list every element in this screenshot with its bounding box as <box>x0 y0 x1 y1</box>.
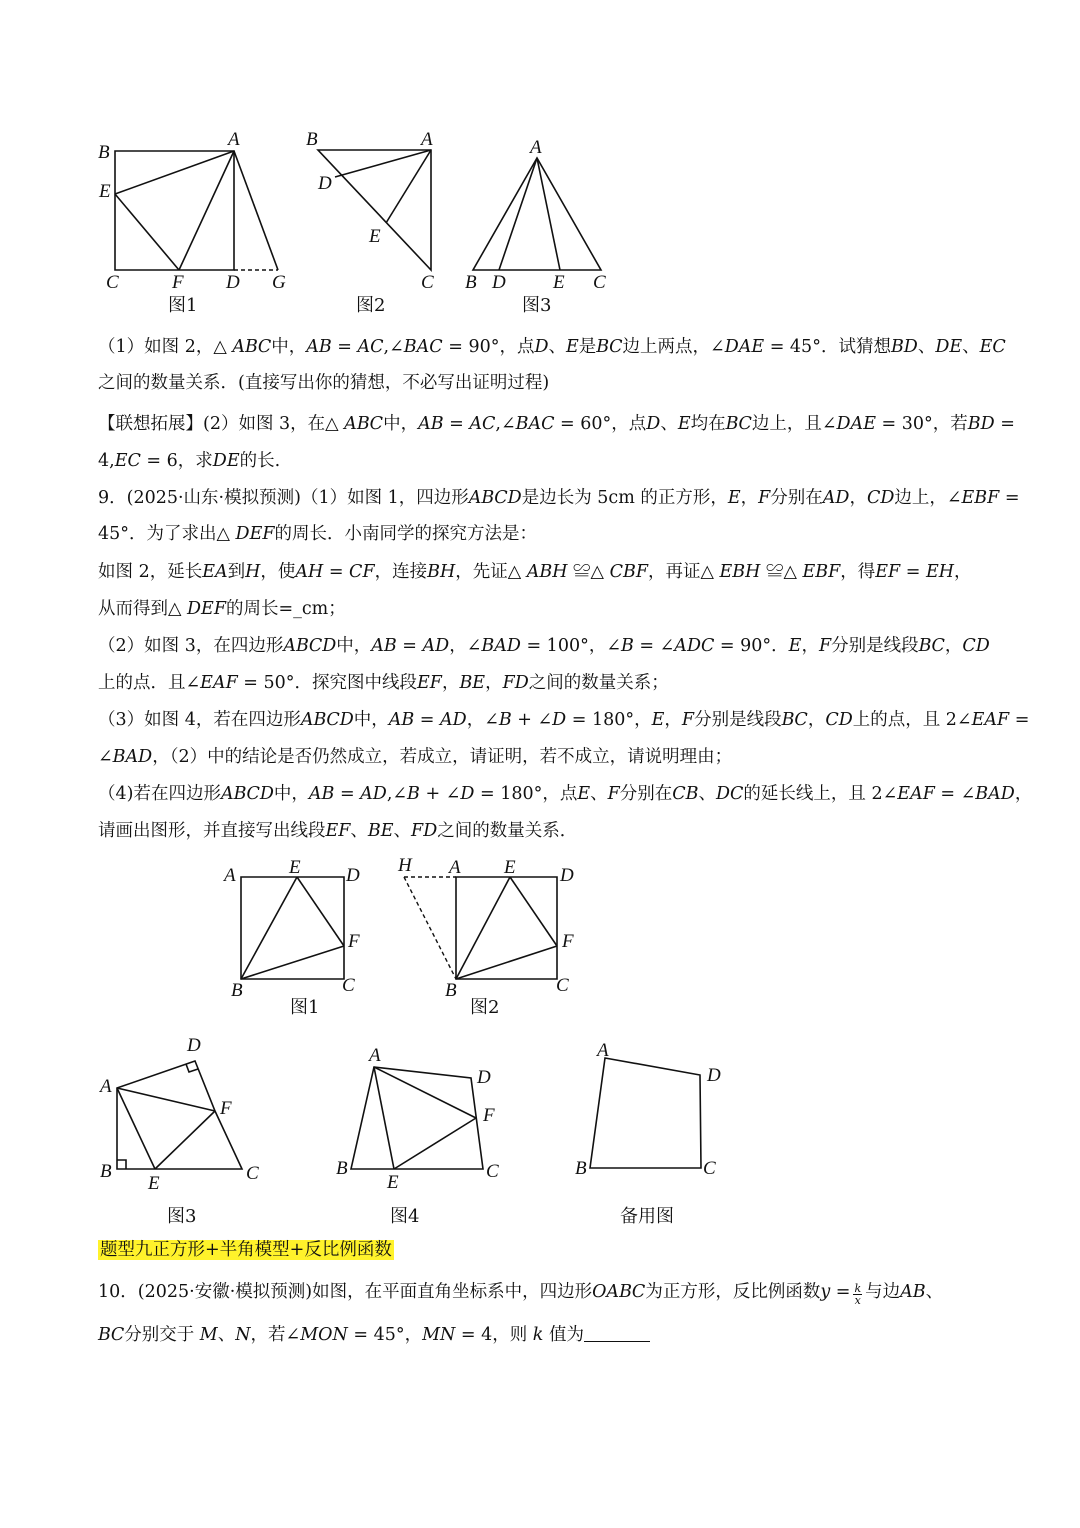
label-c: C <box>593 272 606 293</box>
p10-line1 <box>98 1280 988 1306</box>
label-a: A <box>100 1076 112 1097</box>
label-e: E <box>99 181 111 202</box>
square-abcd <box>456 877 557 979</box>
p8-q1-line1: （1）如图 2，△ 𝐴𝐵𝐶中，𝐴𝐵 = 𝐴𝐶,∠𝐵𝐴𝐶 = 90°，点𝐷、𝐸是𝐵𝐶边上两点，∠𝐷𝐴𝐸 = 45°．试猜想𝐵𝐷、𝐷𝐸、𝐸𝐶 <box>98 337 1006 357</box>
p9-line9: （4)若在四边形𝐴𝐵𝐶𝐷中，𝐴𝐵 = 𝐴𝐷,∠𝐵 + ∠𝐷 = 180°，点𝐸、𝐹分别在𝐶𝐵、𝐷𝐶的延长线上，且 2∠𝐸𝐴𝐹 = ∠𝐵𝐴𝐷， <box>98 784 1033 804</box>
bottom-figure-4 <box>330 1030 510 1235</box>
p9-line7: （3）如图 4，若在四边形𝐴𝐵𝐶𝐷中，𝐴𝐵 = 𝐴𝐷，∠𝐵 + ∠𝐷 = 180°，𝐸，𝐹分别是线段𝐵𝐶，𝐶𝐷上的点，且 2∠𝐸𝐴𝐹 = <box>98 710 1030 730</box>
p9-line3: 如图 2，延长𝐸𝐴到𝐻，使𝐴𝐻 = 𝐶𝐹，连接𝐵𝐻，先证△ 𝐴𝐵𝐻 ≌△ 𝐶𝐵𝐹，再证△ 𝐸𝐵𝐻 ≌△ 𝐸𝐵𝐹，得𝐸𝐹 = 𝐸𝐻， <box>98 562 972 582</box>
mid-figure-1 <box>220 855 380 1025</box>
label-a: A <box>449 857 461 878</box>
label-e: E <box>504 857 516 878</box>
label-a: A <box>228 129 240 150</box>
p9-line2: 45°．为了求出△ 𝐷𝐸𝐹的周长．小南同学的探究方法是： <box>98 524 537 544</box>
section-title <box>98 1238 988 1262</box>
p10-line2-text: 𝐵𝐶分别交于 𝑀、𝑁，若∠𝑀𝑂𝑁 = 45°，𝑀𝑁 = 4，则 𝑘 值为 <box>98 1325 584 1345</box>
p8-q1-line2: 之间的数量关系．(直接写出你的猜想，不必写出证明过程) <box>98 373 550 393</box>
label-d: D <box>226 272 240 293</box>
label-b: B <box>231 980 243 1001</box>
label-g: G <box>272 272 286 293</box>
label-d: D <box>318 173 332 194</box>
quad-abcd <box>590 1058 701 1168</box>
label-b: B <box>306 129 318 150</box>
label-b: B <box>445 980 457 1001</box>
label-f: F <box>562 931 574 952</box>
label-a: A <box>421 129 433 150</box>
p9-line1: 9．(2025·山东·模拟预测)（1）如图 1，四边形𝐴𝐵𝐶𝐷是边长为 5cm 的正方形，𝐸，𝐹分别在𝐴𝐷，𝐶𝐷边上，∠𝐸𝐵𝐹 = <box>98 488 1020 508</box>
label-c: C <box>246 1163 259 1184</box>
caption-spare: 备用图 <box>620 1206 674 1227</box>
label-e: E <box>553 272 565 293</box>
label-b: B <box>465 272 477 293</box>
label-f: F <box>483 1105 495 1126</box>
top-figure-1 <box>95 125 295 320</box>
quad-abcd <box>351 1067 483 1169</box>
p9-line4: 从而得到△ 𝐷𝐸𝐹的周长=_cm； <box>98 599 346 619</box>
label-f: F <box>220 1098 232 1119</box>
label-f: F <box>172 272 184 293</box>
caption-fig1: 图1 <box>168 295 198 316</box>
caption-fig1: 图1 <box>290 997 320 1018</box>
p8-q2-line1: 【联想拓展】(2）如图 3，在△ 𝐴𝐵𝐶中，𝐴𝐵 = 𝐴𝐶,∠𝐵𝐴𝐶 = 60°，点𝐷、𝐸均在𝐵𝐶边上，且∠𝐷𝐴𝐸 = 30°，若𝐵𝐷 = <box>98 414 1015 434</box>
p10-line1-a: 10．(2025·安徽·模拟预测)如图，在平面直角坐标系中，四边形𝑂𝐴𝐵𝐶为正方形，反比例函数𝑦 = <box>98 1282 851 1302</box>
fraction-denominator: x <box>854 1294 861 1307</box>
label-d: D <box>707 1065 721 1086</box>
square-abcd <box>241 877 344 979</box>
label-d: D <box>560 865 574 886</box>
p10-line2 <box>98 1323 988 1347</box>
caption-fig2: 图2 <box>356 295 386 316</box>
label-b: B <box>98 142 110 163</box>
p9-line6: 上的点．且∠𝐸𝐴𝐹 = 50°．探究图中线段𝐸𝐹，𝐵𝐸，𝐹𝐷之间的数量关系； <box>98 673 669 693</box>
label-e: E <box>289 857 301 878</box>
label-d: D <box>346 865 360 886</box>
p9-line10: 请画出图形，并直接写出线段𝐸𝐹、𝐵𝐸、𝐹𝐷之间的数量关系． <box>98 821 578 841</box>
p9-line8: ∠𝐵𝐴𝐷，（2）中的结论是否仍然成立，若成立，请证明，若不成立，请说明理由； <box>98 747 733 767</box>
label-d: D <box>492 272 506 293</box>
label-e: E <box>387 1172 399 1193</box>
label-b: B <box>100 1161 112 1182</box>
caption-fig3: 图3 <box>167 1206 197 1227</box>
label-d: D <box>187 1035 201 1056</box>
triangle-abc <box>318 150 431 270</box>
answer-blank[interactable] <box>584 1325 650 1342</box>
fraction-numerator: k <box>854 1282 862 1295</box>
label-c: C <box>703 1158 716 1179</box>
top-figure-2 <box>300 125 450 320</box>
label-e: E <box>369 226 381 247</box>
caption-fig3: 图3 <box>522 295 552 316</box>
label-a: A <box>530 137 542 158</box>
mid-figure-2 <box>390 855 590 1025</box>
label-a: A <box>224 865 236 886</box>
label-e: E <box>148 1173 160 1194</box>
label-h: H <box>398 855 412 876</box>
label-a: A <box>369 1045 381 1066</box>
section-title-text: 题型九正方形+半角模型+反比例函数 <box>100 1240 392 1260</box>
label-c: C <box>556 975 569 996</box>
p10-line1-b: 与边𝐴𝐵、 <box>865 1282 944 1302</box>
label-c: C <box>421 272 434 293</box>
label-b: B <box>575 1158 587 1179</box>
label-d: D <box>477 1067 491 1088</box>
label-b: B <box>336 1158 348 1179</box>
label-c: C <box>342 975 355 996</box>
p9-line5: （2）如图 3，在四边形𝐴𝐵𝐶𝐷中，𝐴𝐵 = 𝐴𝐷，∠𝐵𝐴𝐷 = 100°，∠𝐵 = ∠𝐴𝐷𝐶 = 90°．𝐸，𝐹分别是线段𝐵𝐶，𝐶𝐷 <box>98 636 990 656</box>
caption-fig4: 图4 <box>390 1206 420 1227</box>
bottom-figure-spare <box>565 1030 745 1235</box>
label-a: A <box>597 1040 609 1061</box>
triangle-abc <box>473 158 601 270</box>
p8-q2-line2: 4,𝐸𝐶 = 6，求𝐷𝐸的长. <box>98 451 281 471</box>
caption-fig2: 图2 <box>470 997 500 1018</box>
top-figure-3 <box>460 125 620 320</box>
label-c: C <box>106 272 119 293</box>
square-abcd <box>115 151 234 270</box>
label-c: C <box>486 1161 499 1182</box>
bottom-figure-3 <box>95 1030 275 1235</box>
fraction-k-over-x <box>853 1283 862 1306</box>
label-f: F <box>348 931 360 952</box>
